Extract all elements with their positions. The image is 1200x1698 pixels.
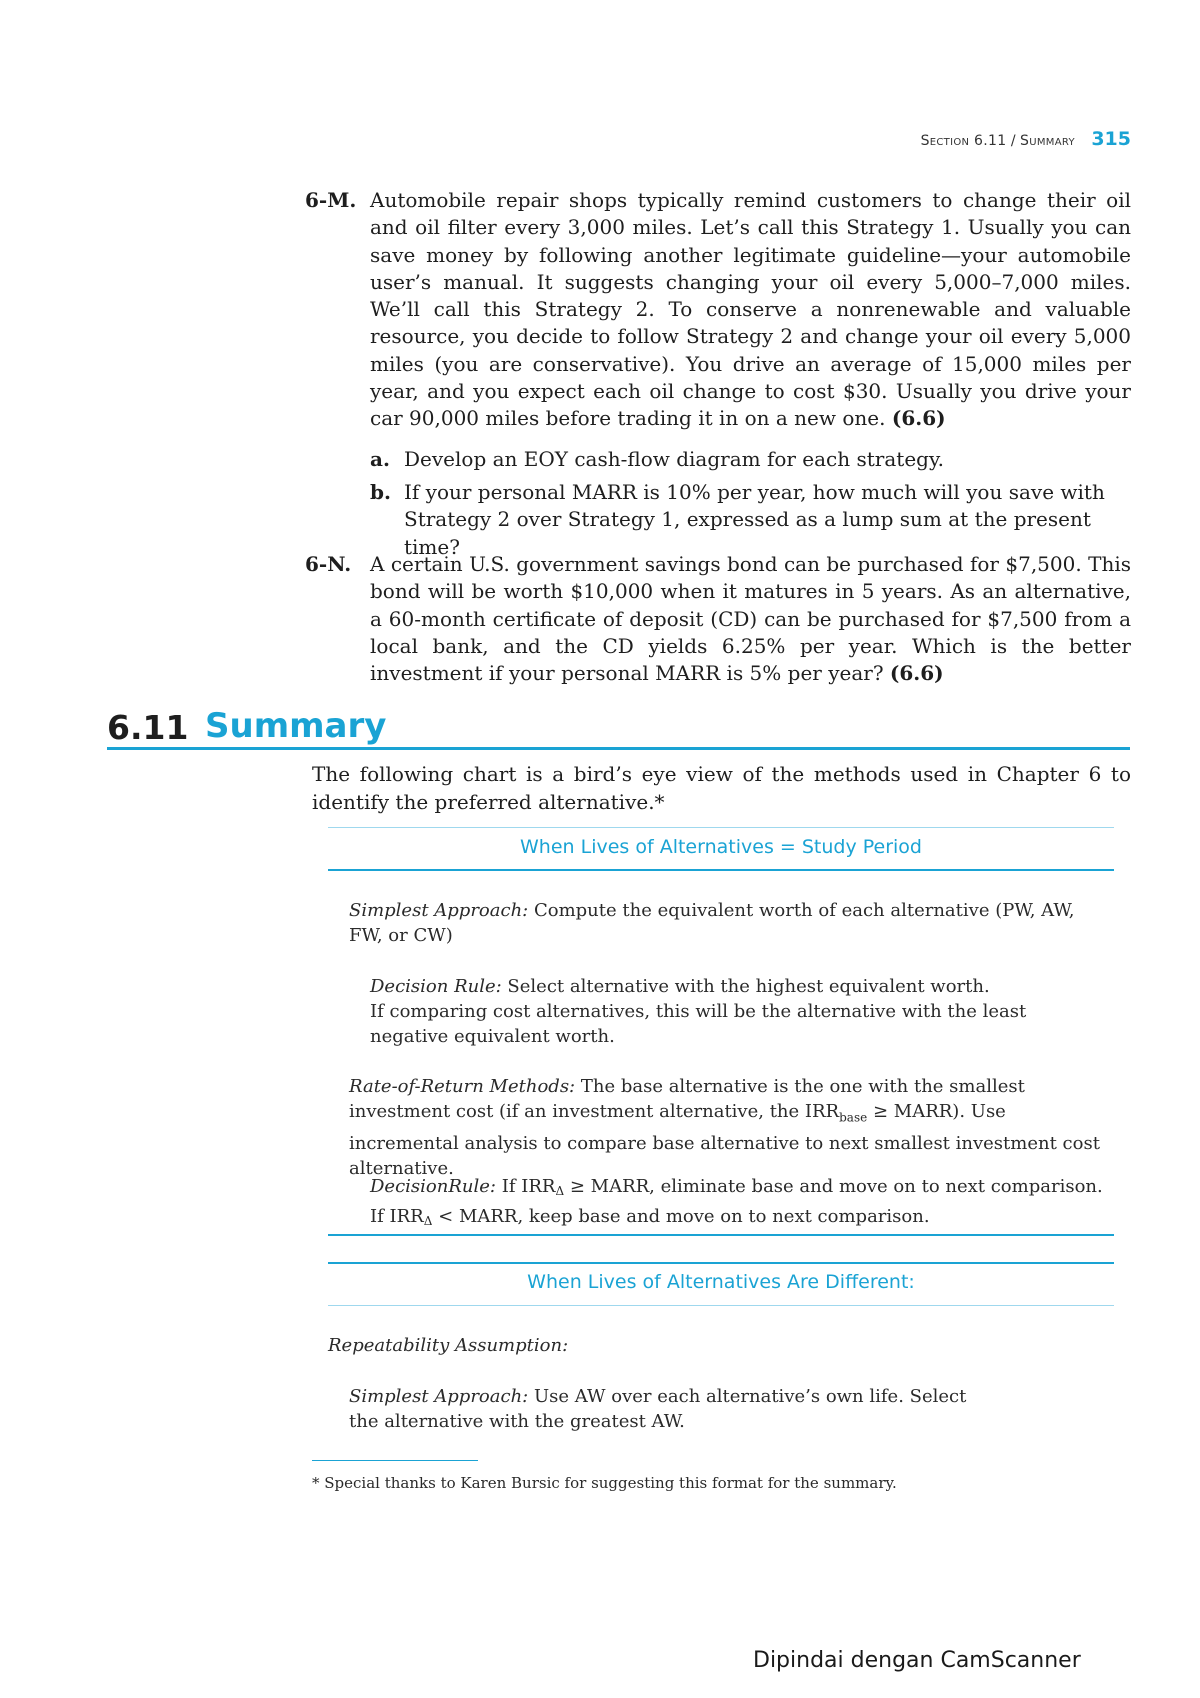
box1-title: When Lives of Alternatives = Study Period <box>520 836 922 858</box>
header-section: Section 6.11 <box>920 133 1007 149</box>
problem-body: Automobile repair shops typically remind customers to change their oil and oil filter every 3,000 miles. Let’s call this Strategy 1. Usually you can save money by following another legitimate guideline—your automobile user’s manual. It suggests changing your oil every 5,000–7,000 miles. We’ll call this Strategy 2. To conserve a nonrenewable and valuable resource, you decide to follow Strategy 2 and change your oil every 5,000 miles (you are conservative). You drive an average of 15,000 miles per year, and you expect each oil change to cost $30. Usually you drive your car 90,000 miles before trading it in on a new one. <box>370 188 1131 431</box>
irr-symbol: IRR <box>389 1206 424 1227</box>
ror-label: Rate-of-Return Methods: <box>349 1076 576 1097</box>
problem-6m-part-b <box>370 479 1131 561</box>
decision-rule-2-line-2 <box>370 1204 1130 1234</box>
problem-text <box>370 551 1131 687</box>
box1-top-rule <box>328 827 1114 828</box>
problem-number: 6-M. <box>305 188 357 212</box>
box1-bottom-rule <box>328 1234 1114 1236</box>
decision-text: Select alternative with the highest equivalent worth. <box>507 976 990 997</box>
section-title: Summary <box>205 706 387 746</box>
section-number: 6.11 <box>107 708 189 747</box>
simplest-approach-2 <box>349 1384 989 1434</box>
running-header <box>921 128 1131 150</box>
decision-text-2: If comparing cost alternatives, this will be the alternative with the least negative equivalent worth. <box>370 1001 1027 1047</box>
simplest2-label: Simplest Approach: <box>349 1386 529 1407</box>
problem-text <box>370 187 1131 433</box>
decision2-label: DecisionRule: <box>370 1176 496 1197</box>
problem-ref: (6.6) <box>891 406 946 431</box>
problem-number: 6-N. <box>305 552 352 576</box>
footnote-rule <box>312 1460 478 1461</box>
irr-symbol: IRR <box>521 1176 556 1197</box>
box2-title: When Lives of Alternatives Are Different: <box>527 1271 915 1293</box>
problem-6n <box>305 551 1131 687</box>
scanner-watermark: Dipindai dengan CamScanner <box>753 1648 1081 1673</box>
box2-top-rule <box>328 1262 1114 1264</box>
decision-label: Decision Rule: <box>370 976 502 997</box>
decision2-line1-text: ≥ MARR, eliminate base and move on to next comparison. <box>569 1176 1103 1197</box>
section-intro: The following chart is a bird’s eye view of the methods used in Chapter 6 to identify the preferred alternative.* <box>312 762 1131 814</box>
box1-title-rule <box>328 869 1114 871</box>
irr-base-subscript: base <box>839 1110 868 1125</box>
repeatability-label: Repeatability Assumption: <box>328 1335 569 1356</box>
simplest-approach <box>349 898 1109 948</box>
header-separator: / <box>1010 133 1016 149</box>
if-word: If <box>501 1176 516 1197</box>
decision-rule <box>370 974 1110 1049</box>
page-number: 315 <box>1091 128 1131 150</box>
ror-text-b: ≥ MARR). Use incremental analysis to compare base alternative to next smallest investment cost alternative. <box>349 1101 1100 1179</box>
box2-title-rule <box>328 1305 1114 1306</box>
decision-rule-2 <box>370 1174 1130 1234</box>
delta-subscript: Δ <box>555 1184 565 1198</box>
problem-6m-part-a <box>370 446 1131 473</box>
part-text: If your personal MARR is 10% per year, how much will you save with Strategy 2 over Strategy 1, expressed as a lump sum at the present time? <box>404 480 1105 559</box>
section-rule <box>107 747 1130 750</box>
decision-rule-2-line-1 <box>370 1174 1130 1204</box>
simplest2-text: Use AW over each alternative’s own life. Select the alternative with the greatest AW. <box>349 1386 967 1432</box>
ror-methods <box>349 1074 1119 1181</box>
problem-body: A certain U.S. government savings bond can be purchased for $7,500. This bond will be worth $10,000 when it matures in 5 years. As an alternative, a 60-month certificate of deposit (CD) can be purchased for $7,500 from a local bank, and the CD yields 6.25% per year. Which is the better investment if your personal MARR is 5% per year? <box>370 552 1131 686</box>
if-word: If <box>370 1206 384 1227</box>
delta-subscript: Δ <box>423 1214 433 1228</box>
problem-ref: (6.6) <box>889 661 944 686</box>
ror-text-a: The base alternative is the one with the smallest investment cost (if an investment alternative, the IRR <box>349 1076 1025 1122</box>
part-label: b. <box>370 480 391 504</box>
header-title: Summary <box>1020 133 1075 149</box>
decision2-line2-text: < MARR, keep base and move on to next comparison. <box>438 1206 930 1227</box>
part-text: Develop an EOY cash-flow diagram for each strategy. <box>404 447 944 471</box>
footnote: * Special thanks to Karen Bursic for suggesting this format for the summary. <box>312 1474 897 1492</box>
part-label: a. <box>370 447 390 471</box>
simplest-text: Compute the equivalent worth of each alternative (PW, AW, FW, or CW) <box>349 900 1075 946</box>
problem-6m <box>305 187 1131 433</box>
simplest-label: Simplest Approach: <box>349 900 529 921</box>
